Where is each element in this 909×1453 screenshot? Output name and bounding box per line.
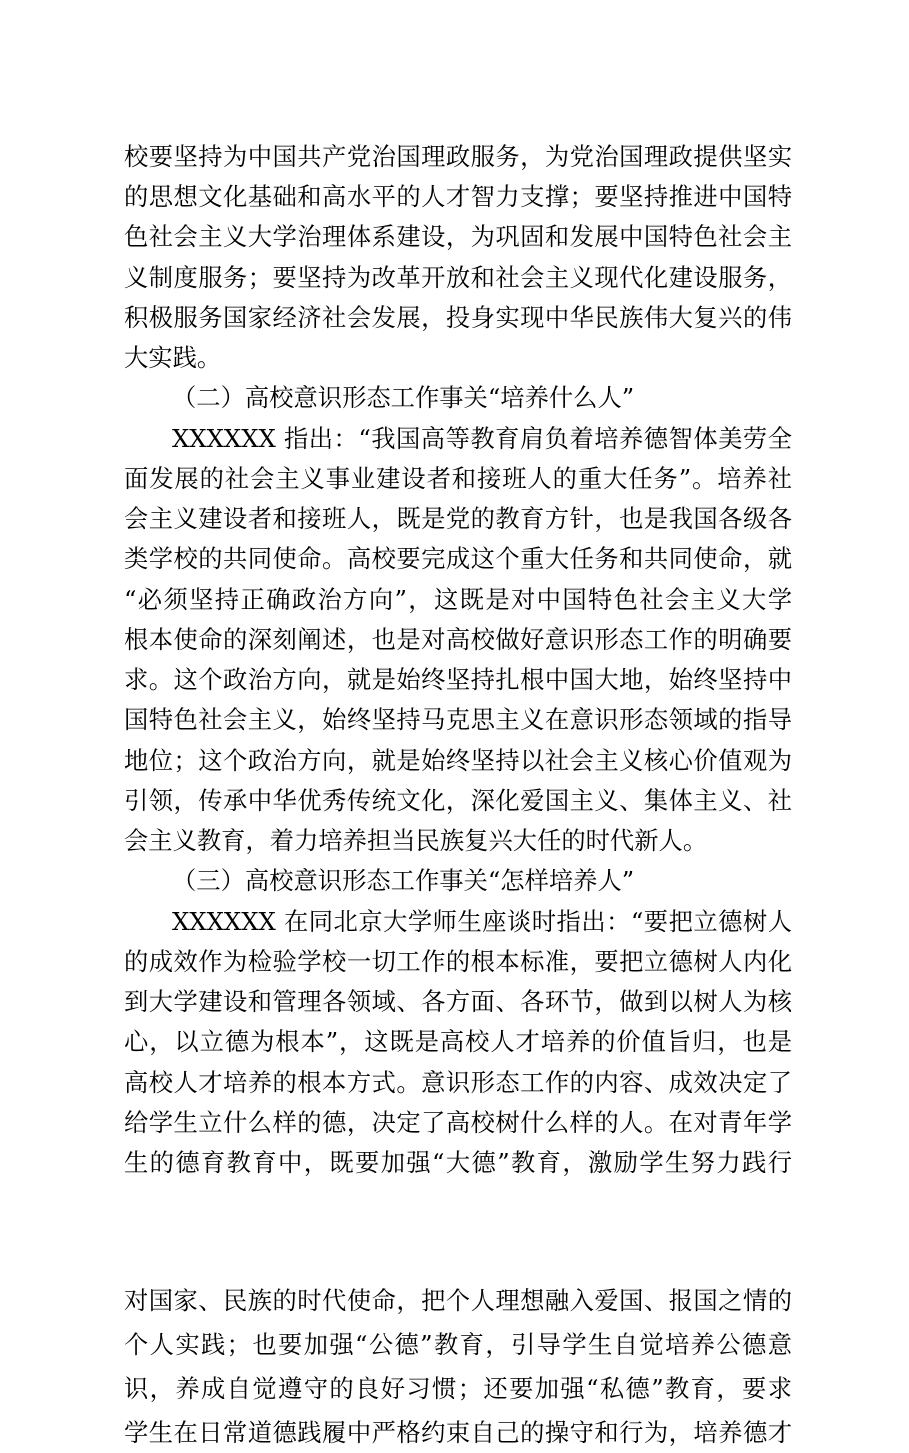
body-line: 校要坚持为中国共产党治国理政服务，为党治国理政提供坚实 (124, 142, 792, 171)
body-line: 识，养成自觉遵守的良好习惯；还要加强“私德”教育，要求 (124, 1374, 792, 1403)
body-line: 根本使命的深刻阐述，也是对高校做好意识形态工作的明确要 (124, 625, 792, 654)
body-line: 个人实践；也要加强“公德”教育，引导学生自觉培养公德意 (124, 1330, 792, 1359)
body-line: 积极服务国家经济社会发展，投身实现中华民族伟大复兴的伟 (124, 303, 792, 332)
body-line: 色社会主义大学治理体系建设，为巩固和发展中国特色社会主 (124, 222, 792, 251)
body-line: 大实践。 (124, 343, 222, 372)
section-heading-2: （二）高校意识形态工作事关“培养什么人” (172, 383, 635, 412)
body-line: 会主义教育，着力培养担当民族复兴大任的时代新人。 (124, 826, 708, 855)
page-footer (0, 1176, 909, 1216)
body-line: 心，以立德为根本”，这既是高校人才培养的价值旨归，也是 (124, 1027, 792, 1056)
body-line: 类学校的共同使命。高校要完成这个重大任务和共同使命，就 (124, 544, 792, 573)
body-line: “必须坚持正确政治方向”，这既是对中国特色社会主义大学 (124, 585, 792, 614)
body-line: 学生在日常道德践履中严格约束自己的操守和行为，培养德才 (124, 1418, 792, 1447)
body-line: 地位；这个政治方向，就是始终坚持以社会主义核心价值观为 (124, 746, 792, 775)
body-line: 对国家、民族的时代使命，把个人理想融入爱国、报国之情的 (124, 1286, 792, 1315)
body-line: 的成效作为检验学校一切工作的根本标准，要把立德树人内化 (124, 947, 792, 976)
body-line: 生的德育教育中，既要加强“大德”教育，激励学生努力践行 (124, 1148, 792, 1177)
body-line: 给学生立什么样的德，决定了高校树什么样的人。在对青年学 (124, 1108, 792, 1137)
body-line: 的思想文化基础和高水平的人才智力支撑；要坚持推进中国特 (124, 182, 792, 211)
body-line: 到大学建设和管理各领域、各方面、各环节，做到以树人为核 (124, 987, 792, 1016)
section-heading-3: （三）高校意识形态工作事关“怎样培养人” (172, 866, 635, 895)
body-line: XXXXXX 指出：“我国高等教育肩负着培养德智体美劳全 (172, 424, 792, 453)
body-line: 义制度服务；要坚持为改革开放和社会主义现代化建设服务， (124, 263, 792, 292)
body-line: 引领，传承中华优秀传统文化，深化爱国主义、集体主义、社 (124, 786, 792, 815)
body-line: XXXXXX 在同北京大学师生座谈时指出：“要把立德树人 (172, 907, 792, 936)
body-line: 求。这个政治方向，就是始终坚持扎根中国大地，始终坚持中 (124, 665, 792, 694)
body-line: 高校人才培养的根本方式。意识形态工作的内容、成效决定了 (124, 1068, 792, 1097)
body-line: 国特色社会主义，始终坚持马克思主义在意识形态领域的指导 (124, 705, 792, 734)
body-line: 面发展的社会主义事业建设者和接班人的重大任务”。培养社 (124, 464, 792, 493)
body-line: 会主义建设者和接班人，既是党的教育方针，也是我国各级各 (124, 504, 792, 533)
